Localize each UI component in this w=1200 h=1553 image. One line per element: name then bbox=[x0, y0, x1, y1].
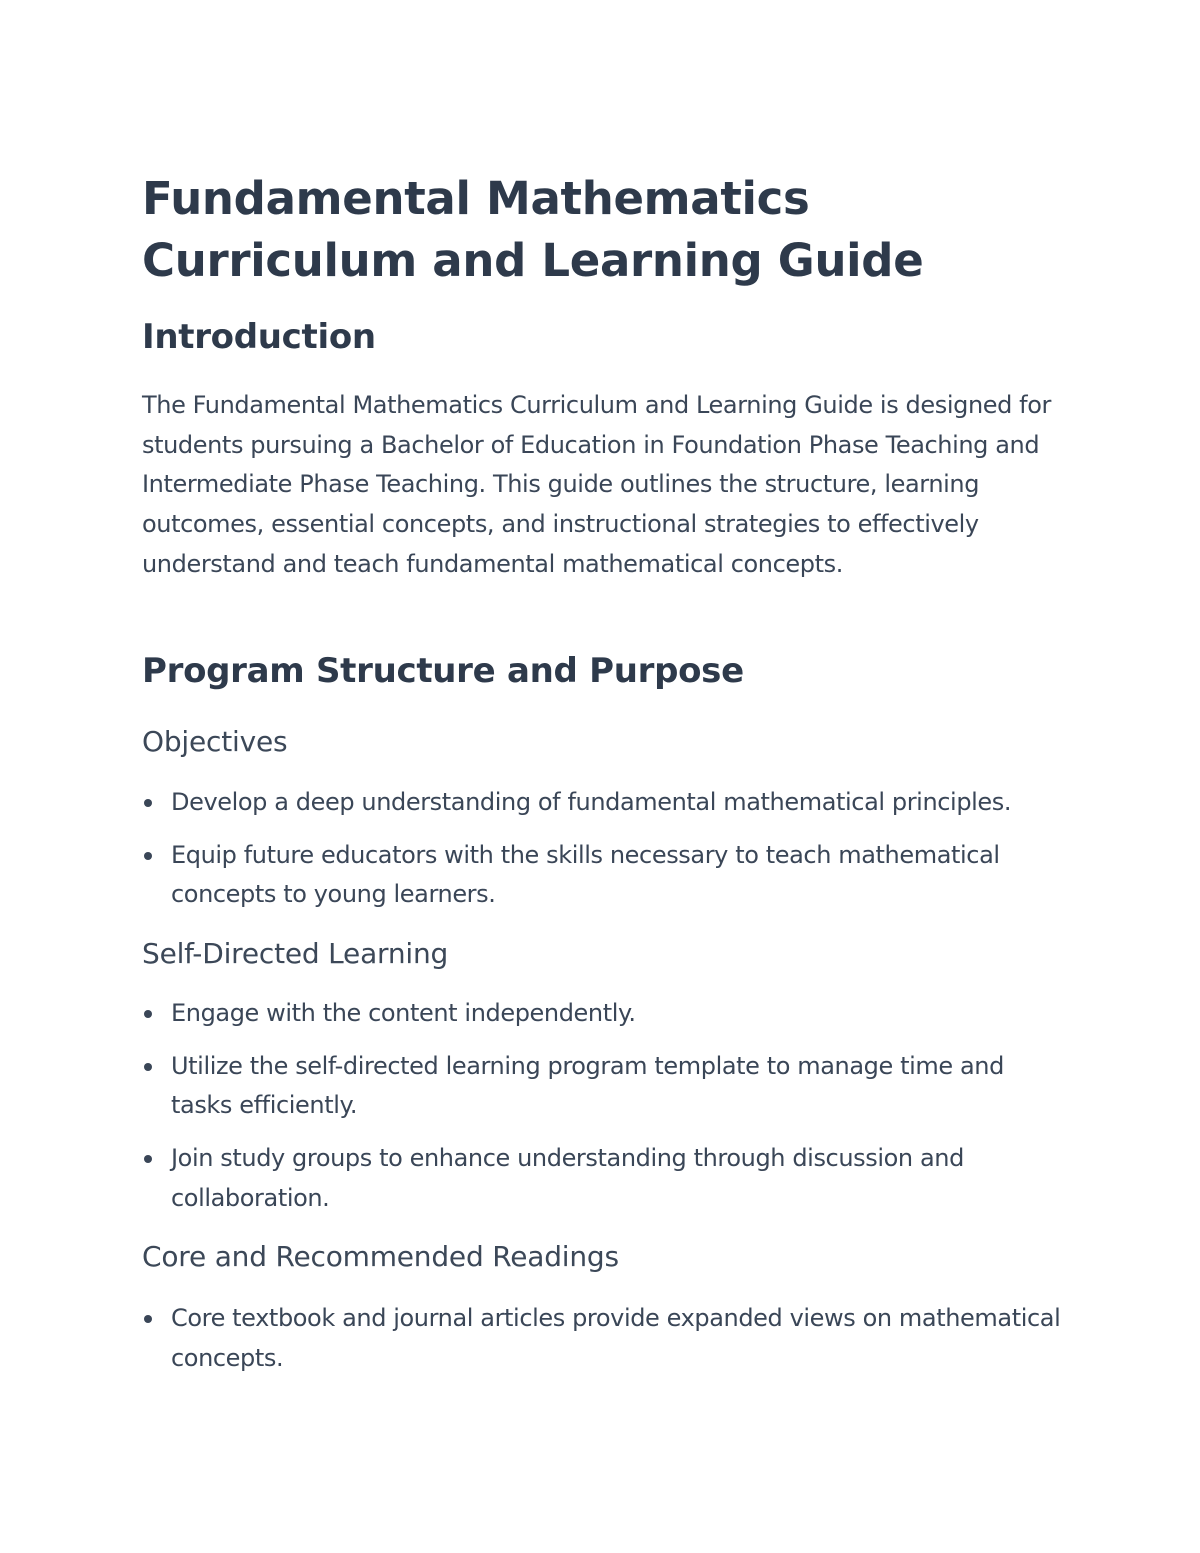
list-item bbox=[142, 836, 1062, 915]
list-item bbox=[142, 1299, 1062, 1378]
self-directed-heading: Self-Directed Learning bbox=[142, 937, 449, 970]
list-item-text: Engage with the content independently. bbox=[171, 999, 636, 1027]
bullet-icon bbox=[144, 852, 152, 860]
bullet-icon bbox=[144, 1155, 152, 1163]
list-item-text: Join study groups to enhance understanding through discussion and collaboration. bbox=[171, 1144, 964, 1212]
bullet-icon bbox=[144, 1010, 152, 1018]
list-item-text: Core textbook and journal articles provide expanded views on mathematical concepts. bbox=[171, 1304, 1061, 1372]
bullet-icon bbox=[144, 799, 152, 807]
list-item bbox=[142, 1139, 1062, 1218]
list-item bbox=[142, 1047, 1062, 1126]
list-item-text: Develop a deep understanding of fundamental mathematical principles. bbox=[171, 788, 1012, 816]
readings-list bbox=[142, 1299, 1062, 1378]
list-item bbox=[142, 783, 1062, 823]
bullet-icon bbox=[144, 1063, 152, 1071]
objectives-heading: Objectives bbox=[142, 725, 288, 758]
program-structure-heading: Program Structure and Purpose bbox=[142, 651, 744, 691]
list-item-text: Equip future educators with the skills necessary to teach mathematical concepts to young learners. bbox=[171, 840, 1000, 909]
list-item bbox=[142, 994, 1062, 1034]
self-directed-list bbox=[142, 994, 1062, 1219]
document-title: Fundamental Mathematics Curriculum and Learning Guide bbox=[142, 172, 924, 287]
readings-heading: Core and Recommended Readings bbox=[142, 1240, 619, 1273]
introduction-heading: Introduction bbox=[142, 317, 376, 357]
objectives-list bbox=[142, 783, 1062, 915]
bullet-icon bbox=[144, 1315, 152, 1323]
list-item-text: Utilize the self-directed learning program template to manage time and tasks efficiently. bbox=[171, 1051, 1004, 1120]
introduction-paragraph: The Fundamental Mathematics Curriculum and Learning Guide is designed for students pursuing a Bachelor of Education in Foundation Phase Teaching and Intermediate Phase Teaching. This guide outlines the structure, learning outcomes, essential concepts, and instructional strategies to effectively understand and teach fundamental mathematical concepts. bbox=[142, 391, 1051, 578]
